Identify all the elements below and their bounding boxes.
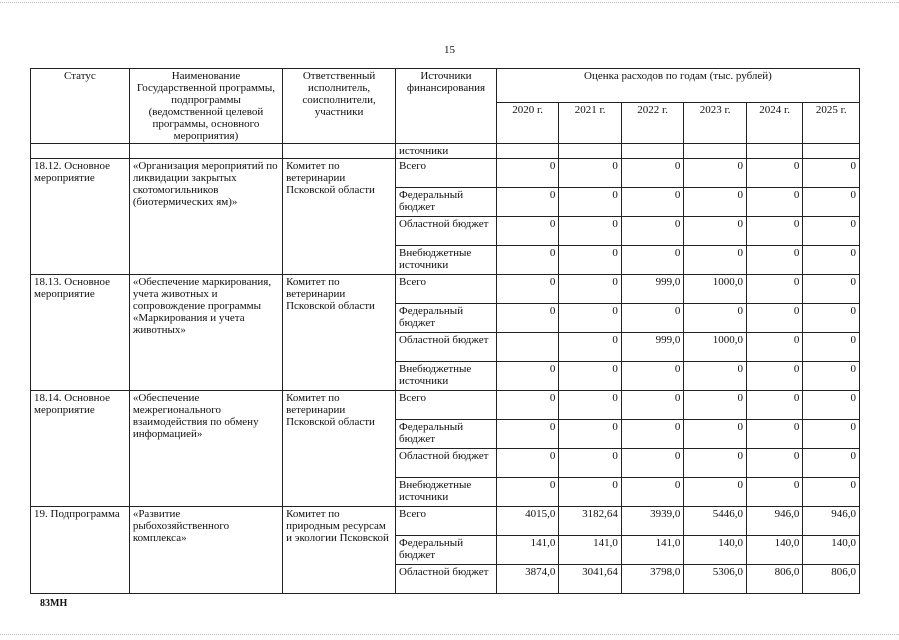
value-cell: 3798,0 — [621, 565, 684, 594]
value-cell: 0 — [684, 159, 747, 188]
name-cell: «Обеспечение маркирования, учета животных и сопровождение программы «Маркирования и учета животных» — [129, 275, 282, 391]
scan-edge-top — [0, 2, 899, 4]
source-cell: Областной бюджет — [396, 217, 497, 246]
value-cell: 0 — [803, 304, 860, 333]
source-cell: Всего — [396, 391, 497, 420]
empty-cell — [559, 144, 622, 159]
value-cell: 0 — [746, 159, 802, 188]
year-header: 2022 г. — [621, 103, 684, 144]
value-cell: 0 — [496, 188, 559, 217]
value-cell: 140,0 — [746, 536, 802, 565]
value-cell: 0 — [621, 478, 684, 507]
table-row — [31, 507, 860, 536]
value-cell: 0 — [496, 217, 559, 246]
source-cell: Областной бюджет — [396, 565, 497, 594]
footer-code: 83МН — [40, 598, 68, 609]
value-cell: 0 — [746, 391, 802, 420]
value-cell: 0 — [559, 391, 622, 420]
value-cell: 3041,64 — [559, 565, 622, 594]
value-cell: 0 — [803, 362, 860, 391]
value-cell: 0 — [496, 275, 559, 304]
value-cell: 0 — [684, 362, 747, 391]
value-cell: 0 — [559, 188, 622, 217]
value-cell: 0 — [559, 304, 622, 333]
value-cell: 0 — [621, 420, 684, 449]
value-cell: 0 — [496, 159, 559, 188]
empty-cell — [283, 144, 396, 159]
source-cell: Федеральный бюджет — [396, 420, 497, 449]
value-cell: 141,0 — [559, 536, 622, 565]
value-cell: 0 — [746, 449, 802, 478]
value-cell: 0 — [803, 391, 860, 420]
value-cell: 806,0 — [803, 565, 860, 594]
continuation-source-cell: источники — [396, 144, 497, 159]
empty-cell — [684, 144, 747, 159]
value-cell: 0 — [496, 478, 559, 507]
empty-cell — [129, 144, 282, 159]
value-cell: 0 — [559, 420, 622, 449]
value-cell: 0 — [496, 391, 559, 420]
value-cell: 0 — [684, 246, 747, 275]
value-cell: 0 — [803, 275, 860, 304]
value-cell: 0 — [621, 449, 684, 478]
value-cell: 0 — [684, 478, 747, 507]
value-cell: 0 — [803, 159, 860, 188]
value-cell: 0 — [559, 159, 622, 188]
empty-cell — [746, 144, 802, 159]
value-cell: 0 — [621, 246, 684, 275]
value-cell: 0 — [496, 362, 559, 391]
value-cell: 0 — [559, 333, 622, 362]
page-number: 15 — [444, 44, 455, 56]
value-cell: 0 — [559, 217, 622, 246]
col-name-header: Наименование Государственной программы, подпрограммы (ведомственной целевой программы, основного мероприятия) — [129, 69, 282, 144]
col-sources-header: Источники финансирования — [396, 69, 497, 144]
value-cell: 0 — [496, 449, 559, 478]
value-cell: 0 — [684, 304, 747, 333]
value-cell: 3874,0 — [496, 565, 559, 594]
value-cell: 1000,0 — [684, 333, 747, 362]
name-cell: «Организация мероприятий по ликвидации закрытых скотомогильников (биотермических ям)» — [129, 159, 282, 275]
empty-cell — [803, 144, 860, 159]
col-responsible-header: Ответственный исполнитель, соисполнители, участники — [283, 69, 396, 144]
source-cell: Всего — [396, 275, 497, 304]
budget-table — [30, 68, 860, 594]
name-cell: «Обеспечение межрегионального взаимодействия по обмену информацией» — [129, 391, 282, 507]
table-row — [31, 275, 860, 304]
value-cell: 0 — [684, 449, 747, 478]
status-cell: 18.14. Основное мероприятие — [31, 391, 130, 507]
year-header: 2023 г. — [684, 103, 747, 144]
source-cell: Областной бюджет — [396, 449, 497, 478]
value-cell: 0 — [621, 304, 684, 333]
value-cell: 0 — [803, 188, 860, 217]
table-header — [31, 69, 860, 144]
year-header: 2021 г. — [559, 103, 622, 144]
continuation-row — [31, 144, 860, 159]
value-cell: 4015,0 — [496, 507, 559, 536]
table-row — [31, 391, 860, 420]
value-cell: 0 — [803, 333, 860, 362]
col-status-header: Статус — [31, 69, 130, 144]
source-cell: Внебюджетные источники — [396, 362, 497, 391]
value-cell: 0 — [746, 420, 802, 449]
col-estimate-header: Оценка расходов по годам (тыс. рублей) — [496, 69, 859, 103]
empty-cell — [621, 144, 684, 159]
value-cell: 0 — [621, 159, 684, 188]
source-cell: Федеральный бюджет — [396, 188, 497, 217]
value-cell: 806,0 — [746, 565, 802, 594]
source-cell: Всего — [396, 507, 497, 536]
responsible-cell: Комитет по ветеринарии Псковской области — [283, 159, 396, 275]
value-cell: 5306,0 — [684, 565, 747, 594]
source-cell: Внебюджетные источники — [396, 246, 497, 275]
value-cell: 999,0 — [621, 275, 684, 304]
value-cell: 0 — [803, 420, 860, 449]
value-cell: 0 — [559, 478, 622, 507]
value-cell: 0 — [559, 449, 622, 478]
year-header: 2020 г. — [496, 103, 559, 144]
value-cell: 0 — [803, 246, 860, 275]
value-cell: 0 — [621, 362, 684, 391]
value-cell: 0 — [746, 362, 802, 391]
value-cell: 999,0 — [621, 333, 684, 362]
value-cell: 0 — [746, 304, 802, 333]
responsible-cell: Комитет по ветеринарии Псковской области — [283, 275, 396, 391]
value-cell: 141,0 — [496, 536, 559, 565]
value-cell: 0 — [746, 275, 802, 304]
value-cell: 141,0 — [621, 536, 684, 565]
value-cell: 0 — [803, 217, 860, 246]
value-cell: 0 — [746, 217, 802, 246]
source-cell: Областной бюджет — [396, 333, 497, 362]
table-row — [31, 159, 860, 188]
value-cell: 0 — [803, 478, 860, 507]
value-cell: 0 — [684, 217, 747, 246]
responsible-cell: Комитет по природным ресурсам и экологии Псковской — [283, 507, 396, 594]
value-cell: 0 — [746, 478, 802, 507]
scan-edge-bottom — [0, 634, 899, 636]
value-cell: 0 — [684, 391, 747, 420]
value-cell: 0 — [746, 246, 802, 275]
value-cell: 140,0 — [684, 536, 747, 565]
value-cell: 0 — [621, 391, 684, 420]
status-cell: 18.13. Основное мероприятие — [31, 275, 130, 391]
value-cell: 1000,0 — [684, 275, 747, 304]
value-cell: 0 — [684, 188, 747, 217]
value-cell: 5446,0 — [684, 507, 747, 536]
responsible-cell: Комитет по ветеринарии Псковской области — [283, 391, 396, 507]
value-cell — [496, 333, 559, 362]
value-cell: 0 — [496, 246, 559, 275]
source-cell: Федеральный бюджет — [396, 536, 497, 565]
value-cell: 0 — [496, 420, 559, 449]
status-cell: 18.12. Основное мероприятие — [31, 159, 130, 275]
value-cell: 3939,0 — [621, 507, 684, 536]
value-cell: 0 — [746, 333, 802, 362]
value-cell: 0 — [559, 275, 622, 304]
value-cell: 0 — [559, 246, 622, 275]
name-cell: «Развитие рыбохозяйственного комплекса» — [129, 507, 282, 594]
value-cell: 0 — [559, 362, 622, 391]
value-cell: 0 — [746, 188, 802, 217]
status-cell: 19. Подпрограмма — [31, 507, 130, 594]
value-cell: 3182,64 — [559, 507, 622, 536]
year-header: 2025 г. — [803, 103, 860, 144]
value-cell: 0 — [803, 449, 860, 478]
value-cell: 946,0 — [803, 507, 860, 536]
source-cell: Внебюджетные источники — [396, 478, 497, 507]
value-cell: 0 — [684, 420, 747, 449]
value-cell: 0 — [621, 188, 684, 217]
value-cell: 0 — [496, 304, 559, 333]
value-cell: 0 — [621, 217, 684, 246]
empty-cell — [496, 144, 559, 159]
empty-cell — [31, 144, 130, 159]
value-cell: 140,0 — [803, 536, 860, 565]
year-header: 2024 г. — [746, 103, 802, 144]
source-cell: Всего — [396, 159, 497, 188]
value-cell: 946,0 — [746, 507, 802, 536]
table-body — [31, 144, 860, 594]
source-cell: Федеральный бюджет — [396, 304, 497, 333]
